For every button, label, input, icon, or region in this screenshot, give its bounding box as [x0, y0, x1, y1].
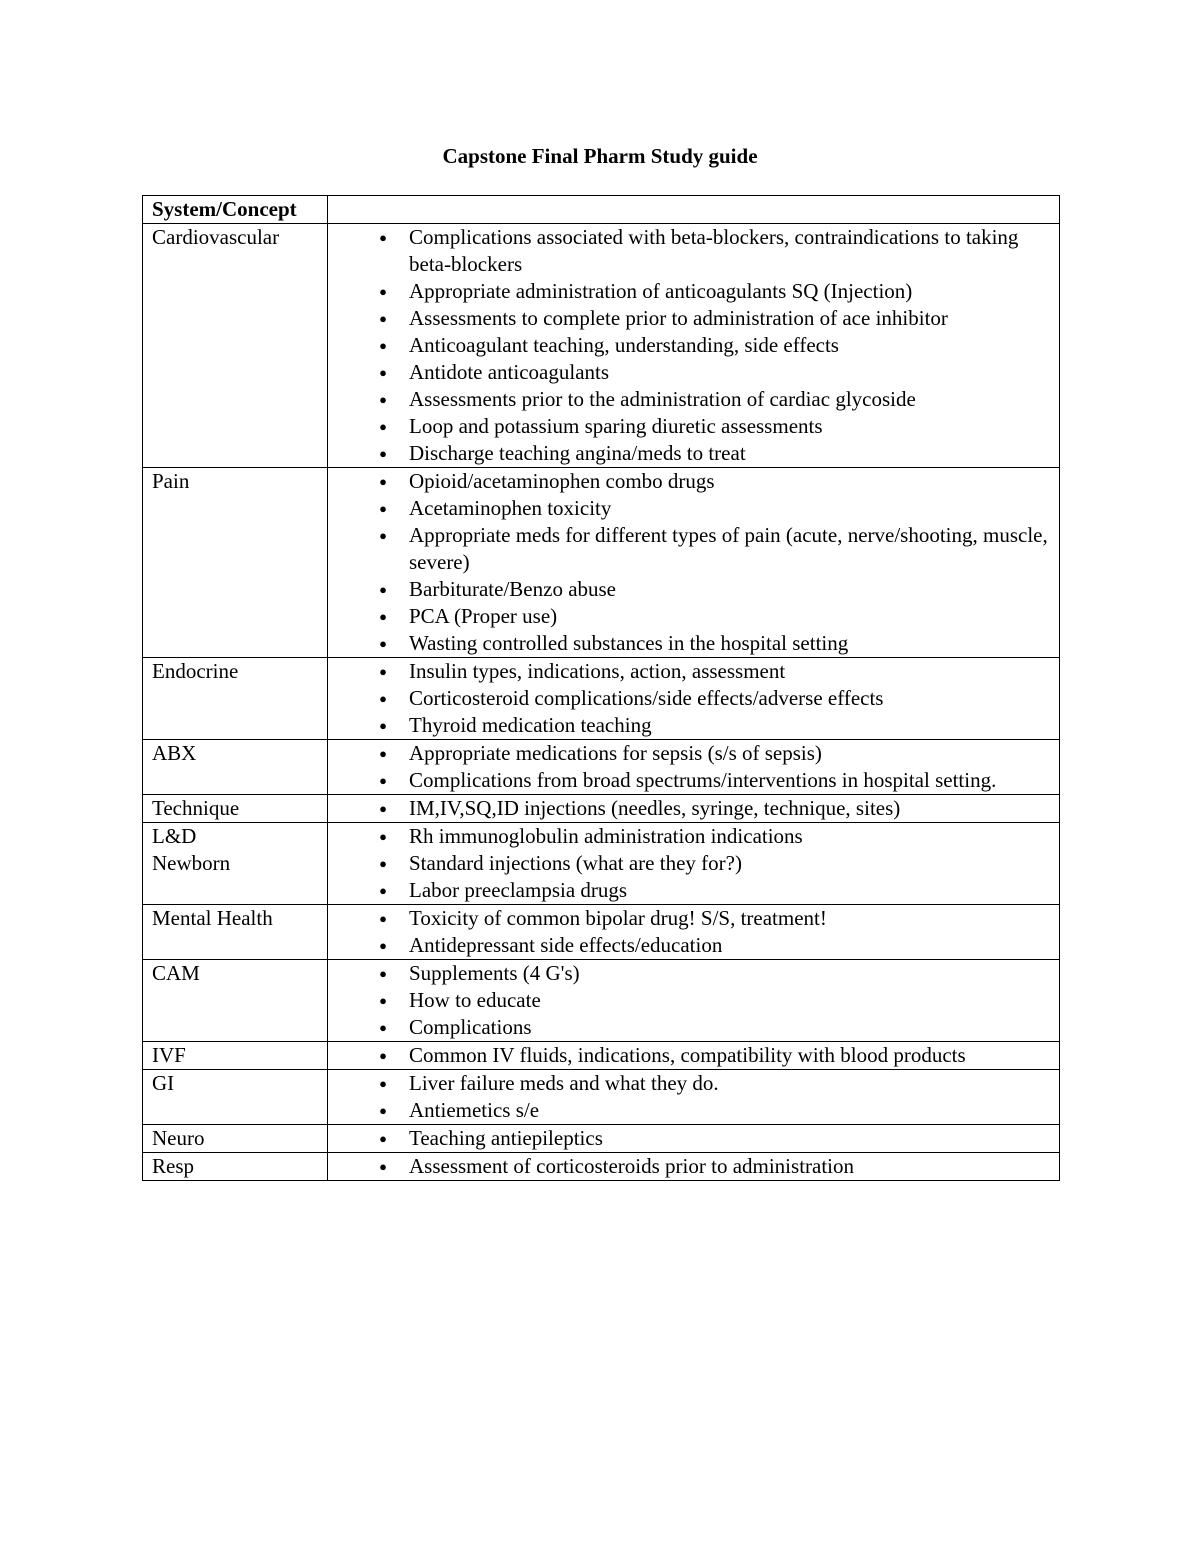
list-item [379, 987, 1051, 1014]
list-item [379, 332, 1051, 359]
table-body [143, 224, 1060, 1181]
table-row [143, 795, 1060, 823]
list-item [379, 413, 1051, 440]
topics-cell [328, 658, 1060, 740]
topic-list [337, 823, 1051, 904]
table-row [143, 960, 1060, 1042]
bullet-icon: ● [379, 284, 387, 299]
topics-cell [328, 795, 1060, 823]
bullet-icon: ● [379, 1131, 387, 1146]
list-item-text: Appropriate medications for sepsis (s/s of sepsis) [409, 741, 822, 765]
list-item [379, 1125, 1051, 1152]
list-item [379, 630, 1051, 657]
list-item-text: Toxicity of common bipolar drug! S/S, treatment! [409, 906, 827, 930]
list-item-text: Supplements (4 G's) [409, 961, 580, 985]
list-item-text: Corticosteroid complications/side effects/adverse effects [409, 686, 884, 710]
topic-list [337, 658, 1051, 739]
table-header-row [143, 196, 1060, 224]
list-item [379, 658, 1051, 685]
topic-list [337, 740, 1051, 794]
list-item-text: Anticoagulant teaching, understanding, side effects [409, 333, 839, 357]
list-item [379, 1014, 1051, 1041]
bullet-icon: ● [379, 1020, 387, 1035]
bullet-icon: ● [379, 1048, 387, 1063]
list-item [379, 712, 1051, 739]
list-item [379, 359, 1051, 386]
list-item-text: Loop and potassium sparing diuretic assessments [409, 414, 823, 438]
list-item [379, 1097, 1051, 1124]
list-item-text: IM,IV,SQ,ID injections (needles, syringe, technique, sites) [409, 796, 901, 820]
list-item-text: Labor preeclampsia drugs [409, 878, 628, 902]
system-cell: IVF [143, 1042, 328, 1070]
topics-cell [328, 823, 1060, 905]
topic-list [337, 468, 1051, 657]
topics-cell [328, 224, 1060, 468]
bullet-icon: ● [379, 966, 387, 981]
bullet-icon: ● [379, 691, 387, 706]
list-item [379, 960, 1051, 987]
list-item-text: Assessment of corticosteroids prior to administration [409, 1154, 855, 1178]
list-item-text: Teaching antiepileptics [409, 1126, 603, 1150]
list-item-text: Common IV fluids, indications, compatibility with blood products [409, 1043, 966, 1067]
bullet-icon: ● [379, 446, 387, 461]
topics-cell [328, 960, 1060, 1042]
topic-list [337, 1125, 1051, 1152]
list-item-text: Liver failure meds and what they do. [409, 1071, 719, 1095]
topics-cell [328, 1042, 1060, 1070]
topic-list [337, 1042, 1051, 1069]
list-item-text: Opioid/acetaminophen combo drugs [409, 469, 715, 493]
list-item [379, 905, 1051, 932]
list-item-text: Assessments prior to the administration of cardiac glycoside [409, 387, 916, 411]
topic-list [337, 224, 1051, 467]
system-cell: L&D Newborn [143, 823, 328, 905]
list-item-text: Acetaminophen toxicity [409, 496, 612, 520]
table-row [143, 1125, 1060, 1153]
bullet-icon: ● [379, 1103, 387, 1118]
list-item-text: Complications associated with beta-blockers, contraindications to taking beta-blockers [409, 225, 1019, 276]
column-header-topics [328, 196, 1060, 224]
bullet-icon: ● [379, 338, 387, 353]
list-item-text: Antidepressant side effects/education [409, 933, 723, 957]
bullet-icon: ● [379, 311, 387, 326]
list-item [379, 305, 1051, 332]
list-item-text: Complications [409, 1015, 532, 1039]
bullet-icon: ● [379, 582, 387, 597]
list-item [379, 603, 1051, 630]
list-item [379, 1042, 1051, 1069]
bullet-icon: ● [379, 1159, 387, 1174]
list-item [379, 850, 1051, 877]
list-item-text: Rh immunoglobulin administration indications [409, 824, 803, 848]
list-item [379, 224, 1051, 278]
topics-cell [328, 905, 1060, 960]
list-item [379, 468, 1051, 495]
list-item-text: Antidote anticoagulants [409, 360, 610, 384]
list-item-text: Thyroid medication teaching [409, 713, 652, 737]
topics-cell [328, 1125, 1060, 1153]
list-item [379, 522, 1051, 576]
bullet-icon: ● [379, 938, 387, 953]
bullet-icon: ● [379, 856, 387, 871]
topic-list [337, 960, 1051, 1041]
table-row [143, 658, 1060, 740]
list-item-text: Antiemetics s/e [409, 1098, 540, 1122]
list-item [379, 495, 1051, 522]
list-item-text: How to educate [409, 988, 541, 1012]
list-item [379, 278, 1051, 305]
table-row [143, 1153, 1060, 1181]
system-cell: Pain [143, 468, 328, 658]
list-item-text: Complications from broad spectrums/interventions in hospital setting. [409, 768, 997, 792]
system-cell: Resp [143, 1153, 328, 1181]
list-item [379, 932, 1051, 959]
bullet-icon: ● [379, 883, 387, 898]
system-cell: Mental Health [143, 905, 328, 960]
table-row [143, 1042, 1060, 1070]
list-item [379, 740, 1051, 767]
list-item-text: Appropriate meds for different types of pain (acute, nerve/shooting, muscle, severe) [409, 523, 1048, 574]
table-row [143, 905, 1060, 960]
list-item [379, 823, 1051, 850]
bullet-icon: ● [379, 718, 387, 733]
bullet-icon: ● [379, 230, 387, 245]
bullet-icon: ● [379, 1076, 387, 1091]
list-item [379, 386, 1051, 413]
system-cell: Technique [143, 795, 328, 823]
table-row [143, 224, 1060, 468]
list-item [379, 1070, 1051, 1097]
bullet-icon: ● [379, 829, 387, 844]
bullet-icon: ● [379, 365, 387, 380]
topic-list [337, 795, 1051, 822]
list-item [379, 767, 1051, 794]
table-row [143, 468, 1060, 658]
list-item [379, 877, 1051, 904]
list-item-text: PCA (Proper use) [409, 604, 558, 628]
bullet-icon: ● [379, 609, 387, 624]
bullet-icon: ● [379, 993, 387, 1008]
list-item-text: Insulin types, indications, action, assessment [409, 659, 786, 683]
topics-cell [328, 740, 1060, 795]
list-item-text: Wasting controlled substances in the hospital setting [409, 631, 849, 655]
list-item-text: Assessments to complete prior to administration of ace inhibitor [409, 306, 948, 330]
list-item-text: Standard injections (what are they for?) [409, 851, 742, 875]
topic-list [337, 1070, 1051, 1124]
table-row [143, 740, 1060, 795]
table-row [143, 823, 1060, 905]
bullet-icon: ● [379, 911, 387, 926]
bullet-icon: ● [379, 636, 387, 651]
bullet-icon: ● [379, 419, 387, 434]
study-guide-table [142, 195, 1060, 1181]
list-item [379, 685, 1051, 712]
bullet-icon: ● [379, 664, 387, 679]
list-item [379, 440, 1051, 467]
bullet-icon: ● [379, 392, 387, 407]
bullet-icon: ● [379, 746, 387, 761]
list-item-text: Discharge teaching angina/meds to treat [409, 441, 746, 465]
system-cell: Cardiovascular [143, 224, 328, 468]
column-header-system: System/Concept [143, 196, 328, 224]
bullet-icon: ● [379, 474, 387, 489]
topics-cell [328, 1153, 1060, 1181]
system-cell: GI [143, 1070, 328, 1125]
topic-list [337, 905, 1051, 959]
system-cell: Endocrine [143, 658, 328, 740]
bullet-icon: ● [379, 528, 387, 543]
system-cell: Neuro [143, 1125, 328, 1153]
list-item-text: Barbiturate/Benzo abuse [409, 577, 617, 601]
system-cell: ABX [143, 740, 328, 795]
bullet-icon: ● [379, 801, 387, 816]
topics-cell [328, 468, 1060, 658]
list-item [379, 1153, 1051, 1180]
list-item-text: Appropriate administration of anticoagulants SQ (Injection) [409, 279, 913, 303]
topic-list [337, 1153, 1051, 1180]
bullet-icon: ● [379, 501, 387, 516]
topics-cell [328, 1070, 1060, 1125]
page-title: Capstone Final Pharm Study guide [442, 144, 758, 168]
system-cell: CAM [143, 960, 328, 1042]
bullet-icon: ● [379, 773, 387, 788]
list-item [379, 795, 1051, 822]
list-item [379, 576, 1051, 603]
table-row [143, 1070, 1060, 1125]
